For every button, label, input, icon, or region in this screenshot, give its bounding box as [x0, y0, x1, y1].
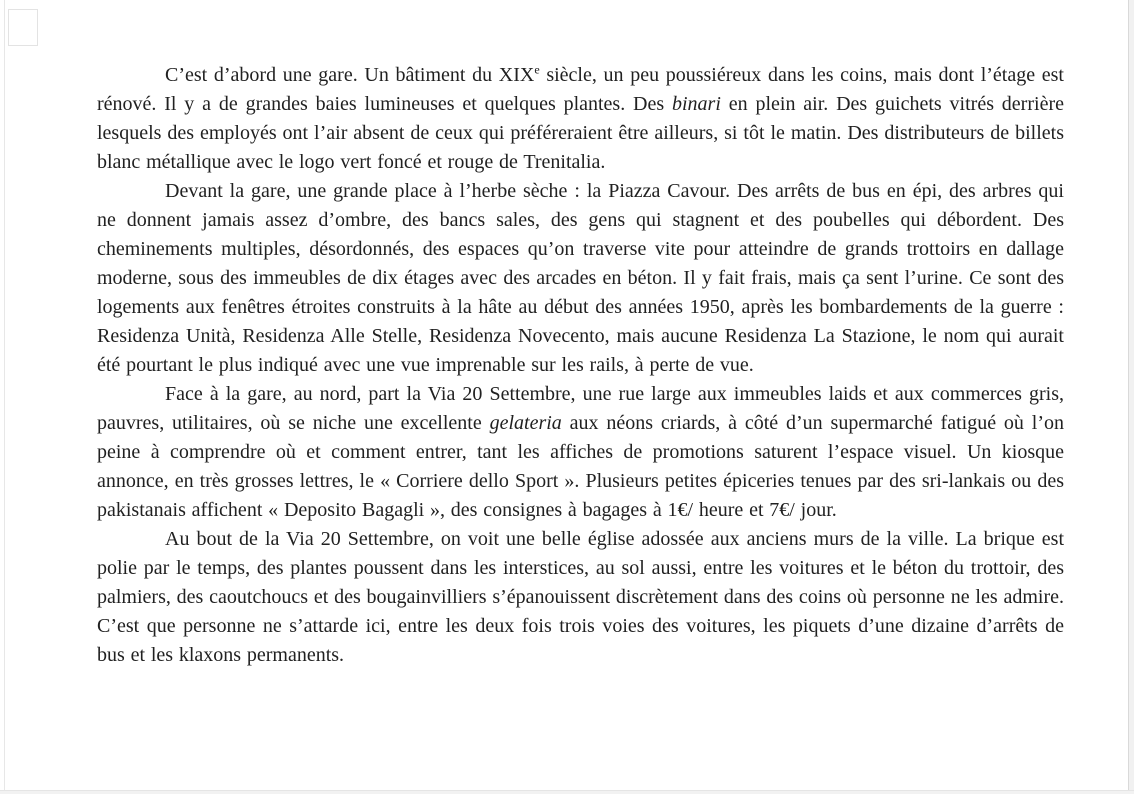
page-edge-left [4, 0, 5, 794]
text-segment: binari [672, 93, 721, 115]
document-text [97, 61, 1064, 670]
paragraph [97, 61, 1064, 177]
text-segment: Face à la gare, au nord, part la Via 20 Settembre, une rue large aux immeubles laids et aux commerces gris, pauvres, utilitaires, où se niche une excellente [97, 383, 1064, 434]
text-segment: siècle, un peu poussiéreux dans les coins, mais dont l’étage est rénové. Il y a de grandes baies lumineuses et quelques plantes. Des [97, 64, 1064, 115]
viewer-gutter-bottom [0, 790, 1134, 794]
text-segment: Devant la gare, une grande place à l’herbe sèche : la Piazza Cavour. Des arrêts de bus en épi, des arbres qui ne donnent jamais assez d’ombre, des bancs sales, des gens qui stagnent et des poubelles qui débordent. Des cheminements multiples, désordonnés, des espaces qu’on traverse vite pour atteindre de grands trottoirs en dallage moderne, sous des immeubles de dix étages avec des arcades en béton. Il y fait frais, mais ça sent l’urine. Ce sont des logements aux fenêtres étroites construits à la hâte au début des années 1950, après les bombardements de la guerre : Residenza Unità, Residenza Alle Stelle, Residenza Novecento, mais aucune Residenza La Stazione, le nom qui aurait été pourtant le plus indiqué avec une vue imprenable sur les rails, à perte de vue. [97, 180, 1064, 376]
paragraph [97, 380, 1064, 525]
text-segment: Au bout de la Via 20 Settembre, on voit une belle église adossée aux anciens murs de la ville. La brique est polie par le temps, des plantes poussent dans les interstices, au sol aussi, entre les voitures et le béton du trottoir, des palmiers, des caoutchoucs et des bougainvilliers s’épanouissent discrètement dans des coins où personne ne les admire. C’est que personne ne s’attarde ici, entre les deux fois trois voies des voitures, les piquets d’une dizaine d’arrêts de bus et les klaxons permanents. [97, 528, 1064, 666]
paragraph [97, 177, 1064, 380]
text-segment: C’est d’abord une gare. Un bâtiment du XIX [165, 64, 535, 86]
viewer-gutter-right [1128, 0, 1134, 794]
text-segment: gelateria [489, 412, 562, 434]
text-segment: en plein air. Des guichets vitrés derrière lesquels des employés ont l’air absent de ceux qui préféreraient être ailleurs, si tôt le matin. Des distributeurs de billets blanc métallique avec le logo vert foncé et rouge de Trenitalia. [97, 93, 1064, 173]
paragraph [97, 525, 1064, 670]
page-corner-box [8, 9, 38, 46]
text-segment: e [534, 62, 540, 77]
text-segment: aux néons criards, à côté d’un supermarché fatigué où l’on peine à comprendre où et comment entrer, tant les affiches de promotions saturent l’espace visuel. Un kiosque annonce, en très grosses lettres, le « Corriere dello Sport ». Plusieurs petites épiceries tenues par des sri-lankais ou des pakistanais affichent « Deposito Bagagli », des consignes à bagages à 1€/ heure et 7€/ jour. [97, 412, 1064, 521]
